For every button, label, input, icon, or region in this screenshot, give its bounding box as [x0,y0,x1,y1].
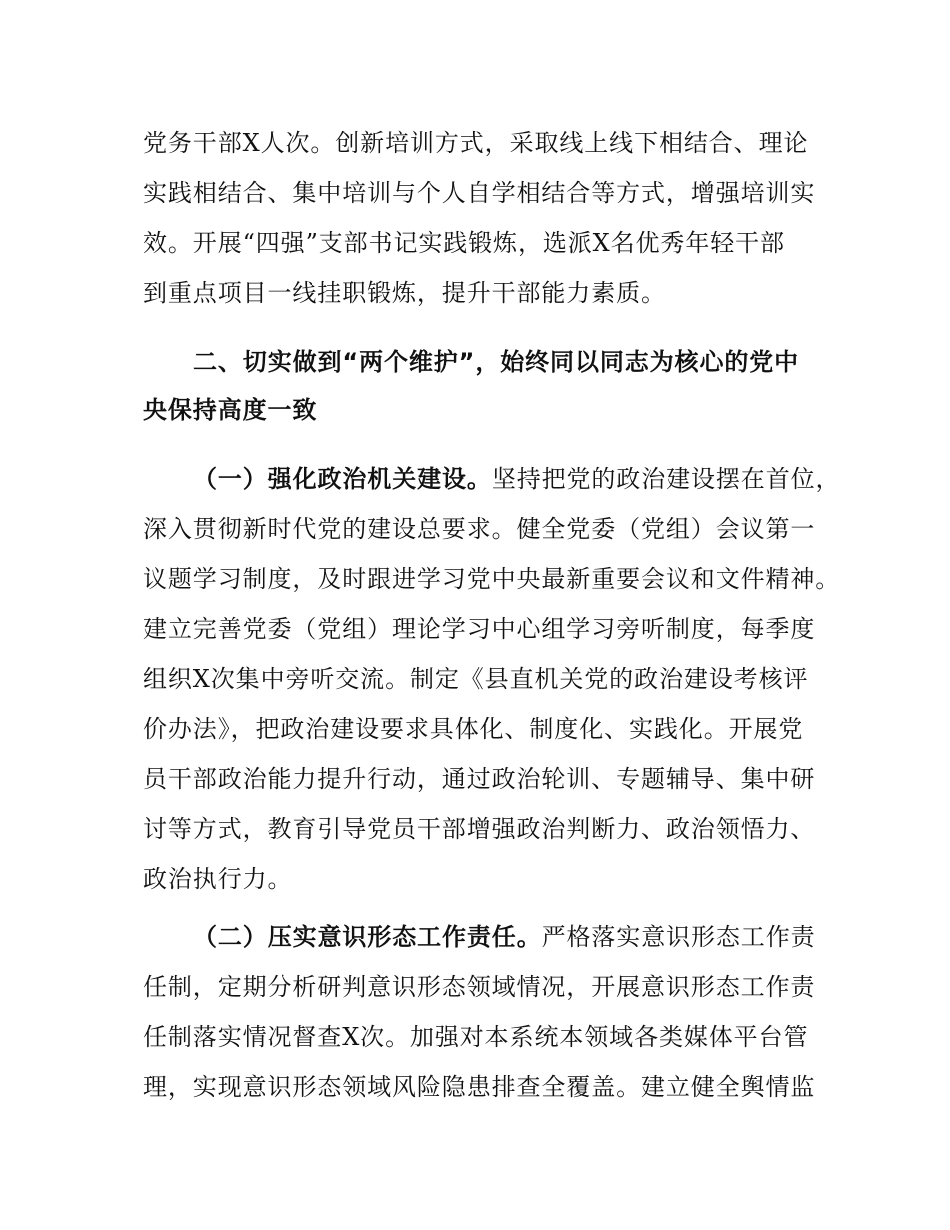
subsection-2-line-4: 理，实现意识形态领域风险隐患排查全覆盖。建立健全舆情监 [143,1073,816,1101]
subsection-1-line-4: 建立完善党委（党组）理论学习中心组学习旁听制度，每季度 [143,615,816,643]
subsection-1-first-line-rest: 坚持把党的政治建设摆在首位， [491,465,841,493]
section-2-heading-line-2: 央保持高度一致 [143,396,318,424]
subsection-2-first-line [193,920,816,954]
subsection-1-line-7: 员干部政治能力提升行动，通过政治轮训、专题辅导、集中研 [143,765,816,793]
subsection-1-line-9: 政治执行力。 [143,865,293,893]
subsection-1-line-6: 价办法》，把政治建设要求具体化、制度化、实践化。开展党 [143,715,804,743]
paragraph-1-line-3: 效。开展“四强”支部书记实践锻炼，选派X名优秀年轻干部 [143,229,785,257]
subsection-2-line-3: 任制落实情况督查X次。加强对本系统本领域各类媒体平台管 [143,1023,809,1051]
section-2-heading-line-1: 二、切实做到“两个维护”，始终同以同志为核心的党中 [193,348,800,376]
subsection-1-line-3: 议题学习制度，及时跟进学习党中央最新重要会议和文件精神。 [143,565,841,593]
subsection-2-line-2: 任制，定期分析研判意识形态领域情况，开展意识形态工作责 [143,973,816,1001]
subsection-1-line-8: 讨等方式，教育引导党员干部增强政治判断力、政治领悟力、 [143,815,816,843]
subsection-1-line-2: 深入贯彻新时代党的建设总要求。健全党委（党组）会议第一 [143,515,816,543]
paragraph-1-line-4: 到重点项目一线挂职锻炼，提升干部能力素质。 [143,279,666,307]
subsection-1-line-5: 组织X次集中旁听交流。制定《县直机关党的政治建设考核评 [143,665,809,693]
paragraph-1-line-2: 实践相结合、集中培训与个人自学相结合等方式，增强培训实 [143,179,816,207]
subsection-1-first-line [193,462,840,496]
subsection-2-first-line-rest: 严格落实意识形态工作责 [541,923,816,951]
subsection-2-title: （二）压实意识形态工作责任。 [193,923,542,951]
subsection-1-title: （一）强化政治机关建设。 [193,465,492,493]
paragraph-1-line-1: 党务干部X人次。创新培训方式，采取线上线下相结合、理论 [143,129,809,157]
